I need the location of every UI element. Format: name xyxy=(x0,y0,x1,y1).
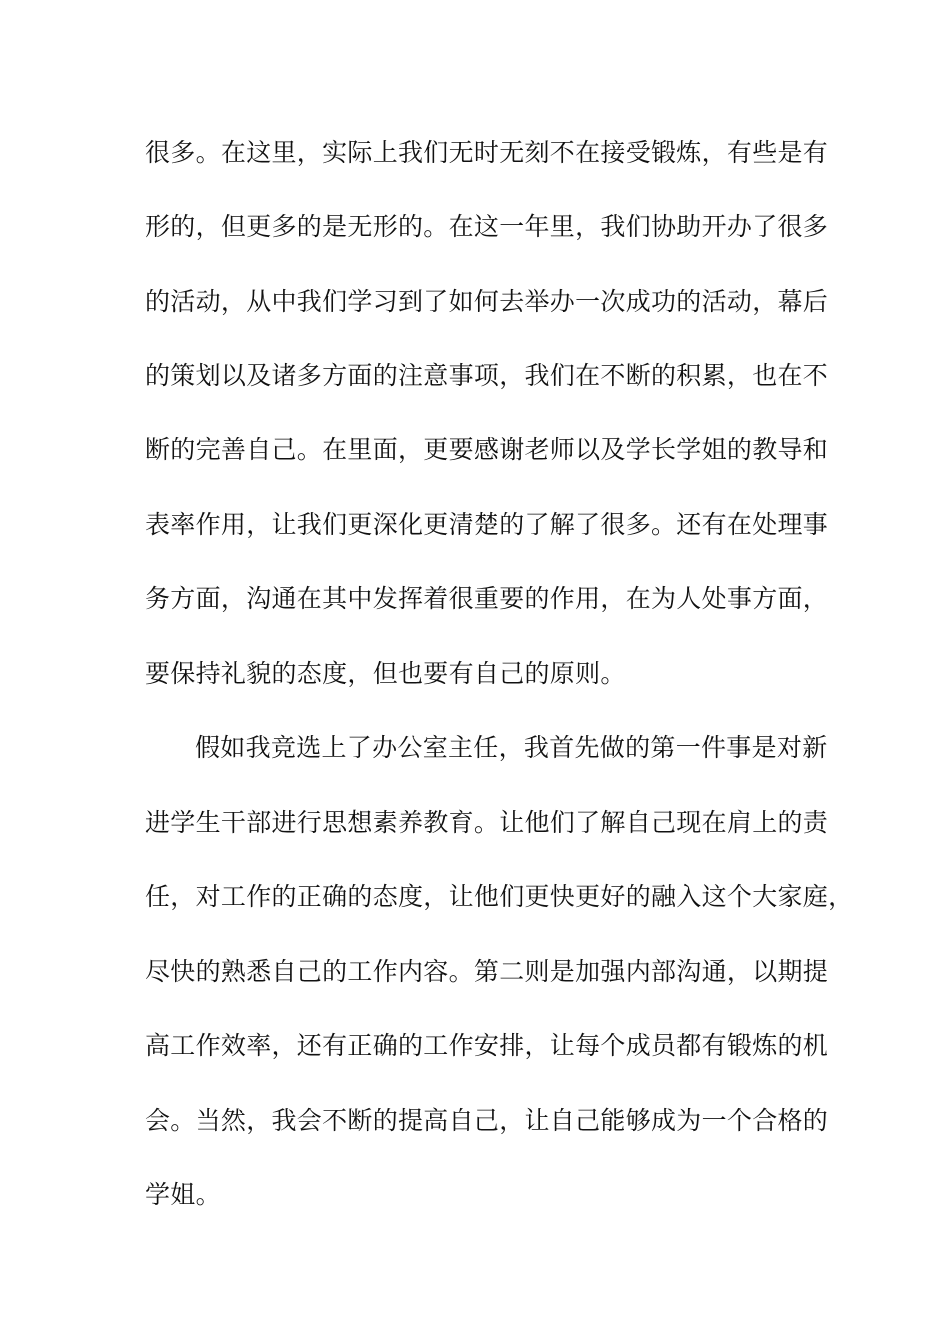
paragraph-1-line-5: 断的完善自己。在里面，更要感谢老师以及学长学姐的教导和 xyxy=(145,435,829,464)
paragraph-2-line-6: 会。当然，我会不断的提高自己，让自己能够成为一个合格的 xyxy=(145,1106,829,1135)
paragraph-1-line-1: 很多。在这里，实际上我们无时无刻不在接受锻炼，有些是有 xyxy=(145,138,829,167)
paragraph-1-line-2: 形的，但更多的是无形的。在这一年里，我们协助开办了很多 xyxy=(145,212,829,241)
paragraph-1-line-4: 的策划以及诸多方面的注意事项，我们在不断的积累，也在不 xyxy=(145,361,829,390)
paragraph-2-line-2: 进学生干部进行思想素养教育。让他们了解自己现在肩上的责 xyxy=(145,808,829,837)
paragraph-2-line-5: 高工作效率，还有正确的工作安排，让每个成员都有锻炼的机 xyxy=(145,1031,829,1060)
paragraph-1-line-8: 要保持礼貌的态度，但也要有自己的原则。 xyxy=(145,659,626,688)
paragraph-2-line-3: 任，对工作的正确的态度，让他们更快更好的融入这个大家庭， xyxy=(145,882,854,911)
paragraph-2-line-7: 学姐。 xyxy=(145,1180,221,1209)
paragraph-2-line-1: 假如我竞选上了办公室主任，我首先做的第一件事是对新 xyxy=(195,733,828,762)
paragraph-1-line-3: 的活动，从中我们学习到了如何去举办一次成功的活动，幕后 xyxy=(145,287,829,316)
paragraph-1-line-6: 表率作用，让我们更深化更清楚的了解了很多。还有在处理事 xyxy=(145,510,829,539)
paragraph-2-line-4: 尽快的熟悉自己的工作内容。第二则是加强内部沟通，以期提 xyxy=(145,957,829,986)
paragraph-1-line-7: 务方面，沟通在其中发挥着很重要的作用，在为人处事方面， xyxy=(145,584,829,613)
